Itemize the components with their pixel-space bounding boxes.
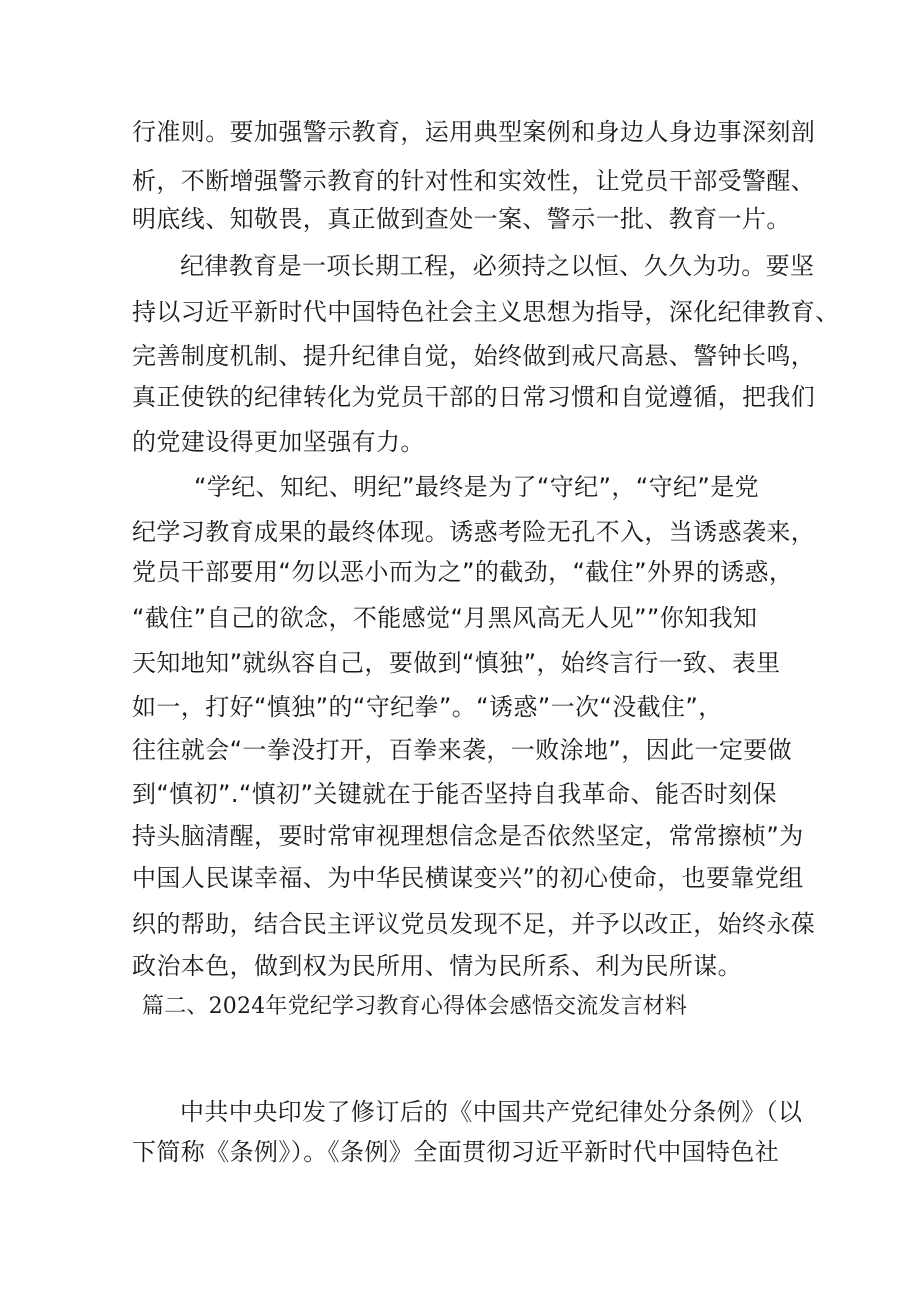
paragraph-line: 析，不断增强警示教育的针对性和实效性，让党员干部受警醒、 (132, 167, 816, 195)
paragraph-line: 持头脑清醒，要时常审视理想信念是否依然坚定，常常擦桢”为 (132, 822, 804, 850)
paragraph-line: 持以习近平新时代中国特色社会主义思想为指导，深化纪律教育、 (132, 298, 840, 326)
section-heading: 篇二、2024年党纪学习教育心得体会感悟交流发言材料 (142, 994, 688, 1019)
paragraph-line: “截住”自己的欲念，不能感觉“月黑风高无人见””你知我知 (132, 604, 758, 632)
paragraph-line: 完善制度机制、提升纪律自觉，始终做到戒尺高悬、警钟长鸣， (132, 342, 816, 370)
paragraph-line: 往往就会“一拳没打开，百拳来袭，一败涂地”，因此一定要做 (132, 736, 793, 764)
paragraph-line: 政治本色，做到权为民所用、情为民所系、利为民所谋。 (132, 952, 742, 980)
paragraph-line: 的党建设得更加坚强有力。 (132, 428, 425, 456)
paragraph-line: 明底线、知敬畏，真正做到查处一案、警示一批、教育一片。 (132, 205, 791, 233)
paragraph-line: 中共中央印发了修订后的《中国共产党纪律处分条例》（以 (180, 1098, 803, 1126)
paragraph-line: “学纪、知纪、明纪”最终是为了“守纪”，“守纪”是党 (194, 473, 759, 501)
paragraph-line: 纪律教育是一项长期工程，必须持之以恒、久久为功。要坚 (180, 252, 815, 280)
paragraph-line: 织的帮助，结合民主评议党员发现不足，并予以改正，始终永葆 (132, 910, 816, 938)
paragraph-line: 天知地知”就纵容自己，要做到“慎独”，始终言行一致、表里 (132, 649, 781, 677)
paragraph-line: 下简称《条例》）。《条例》全面贯彻习近平新时代中国特色社 (132, 1138, 780, 1166)
paragraph-line: 纪学习教育成果的最终体现。诱惑考险无孔不入，当诱惑袭来， (132, 518, 816, 546)
paragraph-line: 党员干部要用“勿以恶小而为之”的截劲，“截住”外界的诱惑， (132, 558, 794, 586)
paragraph-line: 中国人民谋幸福、为中华民横谋变兴”的初心使命，也要靠党组 (132, 864, 804, 892)
paragraph-line: 到“慎初”.“慎初”关键就在于能否坚持自我革命、能否时刻保 (132, 780, 777, 808)
paragraph-line: 行准则。要加强警示教育，运用典型案例和身边人身边事深刻剖 (132, 118, 816, 146)
paragraph-line: 如一，打好“慎独”的“守纪拳”。“诱惑”一次“没截住”， (132, 693, 723, 721)
paragraph-line: 真正使铁的纪律转化为党员干部的日常习惯和自觉遵循，把我们 (132, 383, 816, 411)
